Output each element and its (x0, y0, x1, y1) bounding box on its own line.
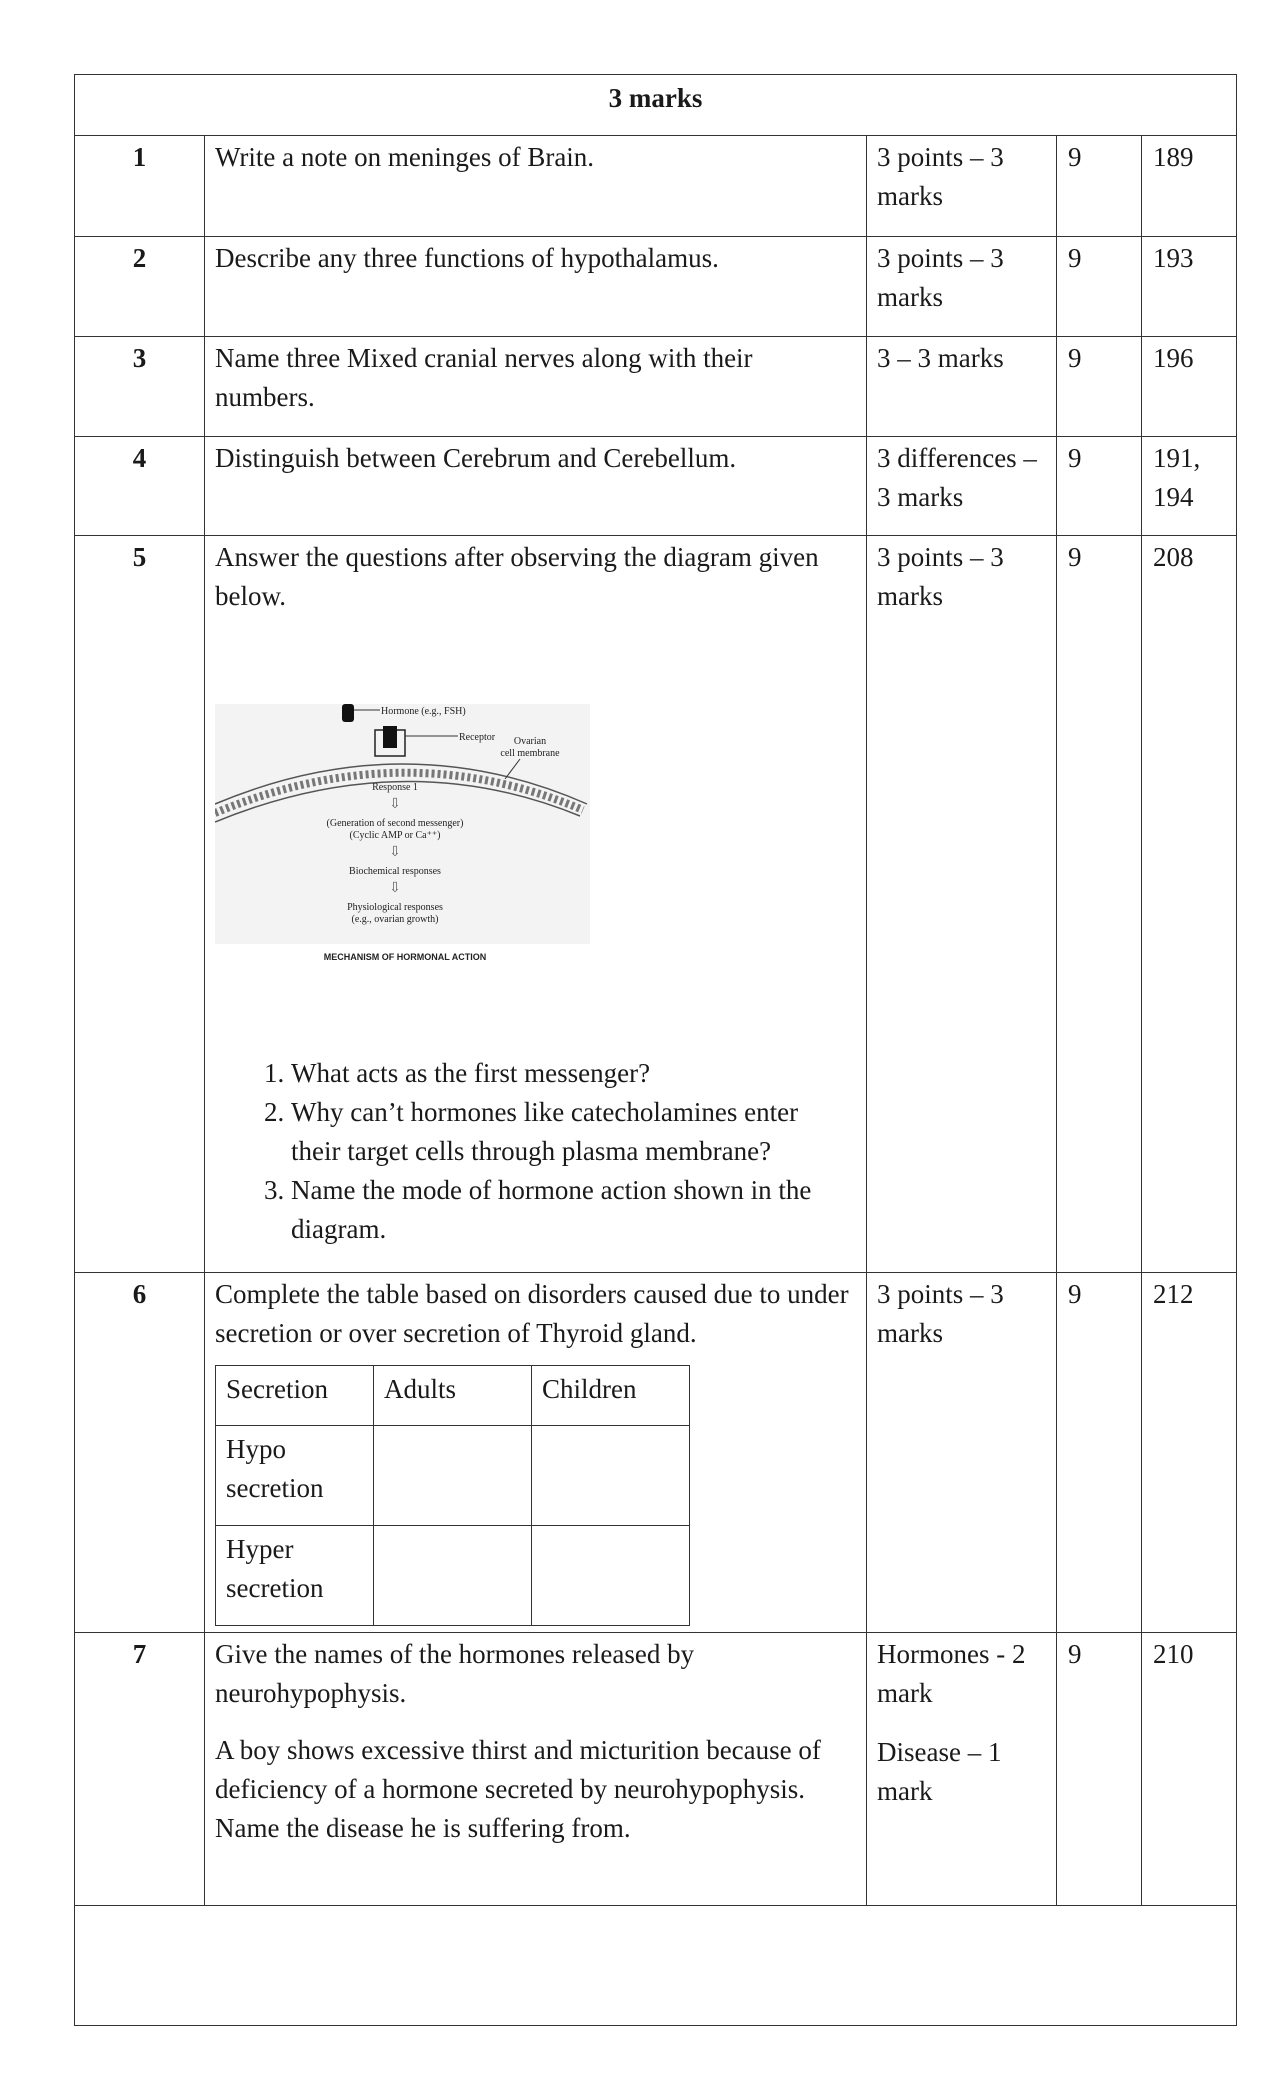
second-messenger-label: (Generation of second messenger) (326, 818, 464, 829)
thyroid-cell (374, 1526, 532, 1626)
thyroid-cell (532, 1526, 690, 1626)
hormone-action-diagram (215, 704, 595, 966)
page-number: 212 (1153, 1279, 1194, 1309)
down-arrow-icon: ⇩ (389, 845, 401, 860)
membrane-label-2: cell membrane (500, 748, 560, 759)
chapter-number: 9 (1068, 243, 1082, 273)
chapter-number: 9 (1068, 343, 1082, 373)
question-number: 3 (132, 343, 147, 373)
question-text: Give the names of the hormones released by neurohypophysis. (215, 1639, 695, 1708)
section-header (75, 75, 1237, 136)
receptor-label: Receptor (459, 732, 496, 743)
bound-hormone (383, 726, 397, 748)
thyroid-cell (532, 1426, 690, 1526)
down-arrow-icon: ⇩ (389, 797, 401, 812)
question-text: Name three Mixed cranial nerves along with their numbers. (215, 343, 753, 412)
physiological-label: Physiological responses (347, 902, 443, 913)
chapter-number: 9 (1068, 1279, 1082, 1309)
chapter-number: 9 (1068, 142, 1082, 172)
question-text: Describe any three functions of hypothalamus. (215, 243, 719, 273)
thyroid-header-adults: Adults (374, 1366, 532, 1426)
marking-criteria: 3 – 3 marks (877, 343, 1004, 373)
question-number: 2 (132, 243, 147, 273)
hormone-label: Hormone (e.g., FSH) (381, 706, 466, 717)
thyroid-row-label: Hyper secretion (216, 1526, 374, 1626)
page-number: 210 (1153, 1639, 1194, 1669)
question-number: 4 (132, 443, 147, 473)
table-row (75, 536, 1237, 1273)
marking-criteria: Hormones - 2 mark (877, 1639, 1026, 1708)
marking-criteria: 3 differences – 3 marks (877, 443, 1037, 512)
chapter-number: 9 (1068, 1639, 1082, 1669)
marking-criteria-followup: Disease – 1 mark (877, 1737, 1002, 1806)
down-arrow-icon: ⇩ (389, 881, 401, 896)
second-messenger-example: (Cyclic AMP or Ca⁺⁺) (349, 830, 441, 841)
question-number: 7 (132, 1639, 147, 1669)
chapter-number: 9 (1068, 542, 1082, 572)
physiological-example: (e.g., ovarian growth) (351, 914, 439, 925)
thyroid-row-label: Hypo secretion (216, 1426, 374, 1526)
question-table (74, 74, 1237, 2026)
marking-criteria: 3 points – 3 marks (877, 1279, 1004, 1348)
chapter-number: 9 (1068, 443, 1082, 473)
membrane-label: Ovarian (513, 736, 547, 747)
question-text-followup: A boy shows excessive thirst and micturition because of deficiency of a hormone secreted by neurohypophysis. Name the disease he is suffering from. (215, 1735, 821, 1843)
empty-row (75, 1906, 1237, 2026)
thyroid-header-secretion: Secretion (216, 1366, 374, 1426)
biochemical-label: Biochemical responses (349, 866, 441, 877)
question-number: 5 (132, 542, 147, 572)
table-row (75, 136, 1237, 237)
section-title: 3 marks (608, 83, 703, 113)
thyroid-table (215, 1365, 690, 1626)
table-row (75, 337, 1237, 437)
page-number: 191, 194 (1153, 443, 1201, 512)
page-number: 189 (1153, 142, 1194, 172)
list-item: 3. Name the mode of hormone action shown in the diagram. (291, 1171, 854, 1249)
table-row (75, 1273, 1237, 1633)
empty-cell (75, 1906, 1237, 2026)
list-item: 1. What acts as the first messenger? (291, 1054, 854, 1093)
thyroid-cell (374, 1426, 532, 1526)
table-row (75, 437, 1237, 536)
question-text: Distinguish between Cerebrum and Cerebellum. (215, 443, 737, 473)
table-row (75, 1633, 1237, 1906)
response-label: Response 1 (372, 782, 418, 793)
question-number: 6 (132, 1279, 147, 1309)
thyroid-header-children: Children (532, 1366, 690, 1426)
diagram-caption: MECHANISM OF HORMONAL ACTION (323, 952, 487, 962)
question-number: 1 (132, 142, 147, 172)
list-item: 2. Why can’t hormones like catecholamines enter their target cells through plasma membrane? (291, 1093, 854, 1171)
question-text: Answer the questions after observing the diagram given below. (215, 542, 819, 611)
marking-criteria: 3 points – 3 marks (877, 142, 1004, 211)
page-number: 193 (1153, 243, 1194, 273)
page-number: 196 (1153, 343, 1194, 373)
question-text: Complete the table based on disorders caused due to under secretion or over secretion of Thyroid gland. (215, 1279, 849, 1348)
sub-question-list (215, 1054, 854, 1249)
question-text: Write a note on meninges of Brain. (215, 142, 595, 172)
marking-criteria: 3 points – 3 marks (877, 243, 1004, 312)
table-row (75, 237, 1237, 337)
page-number: 208 (1153, 542, 1194, 572)
hormone-shape (342, 704, 354, 722)
marking-criteria: 3 points – 3 marks (877, 542, 1004, 611)
